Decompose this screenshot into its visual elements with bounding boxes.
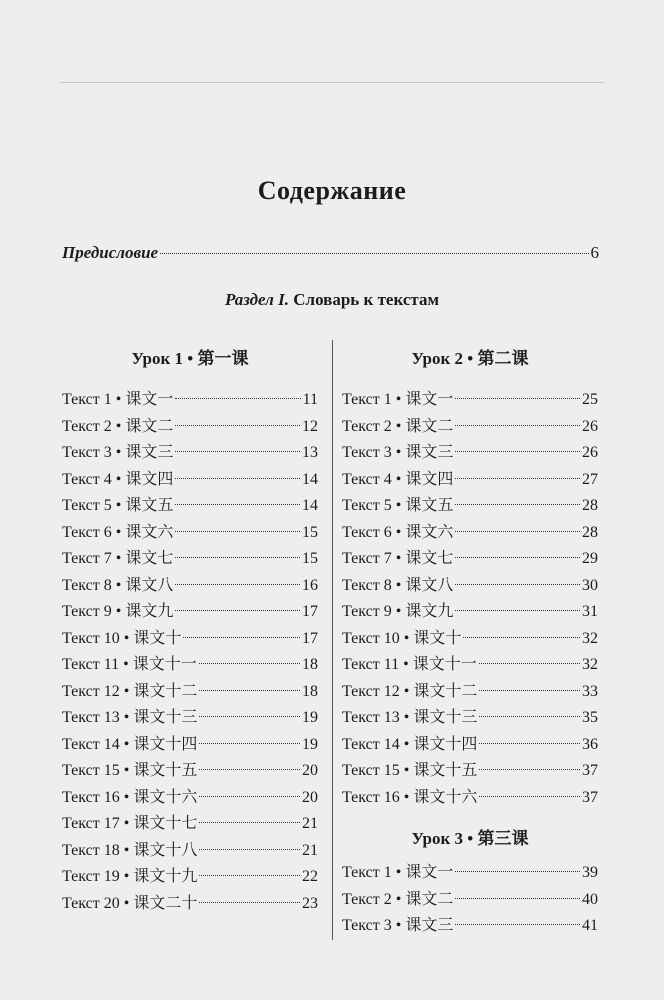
page-title: Содержание — [257, 176, 407, 205]
leader-dots — [199, 716, 300, 717]
toc-entry-page: 39 — [582, 864, 598, 881]
toc-entry — [62, 758, 318, 785]
leader-dots — [183, 637, 300, 638]
toc-entry-label: Текст 19 • 课文十九 — [62, 868, 198, 885]
toc-entry — [342, 493, 598, 520]
toc-entry — [342, 652, 598, 679]
leader-dots — [199, 743, 300, 744]
leader-dots — [455, 871, 580, 872]
toc-entry-label: Текст 1 • 课文一 — [62, 391, 174, 408]
leader-dots — [175, 557, 300, 558]
leader-dots — [455, 504, 580, 505]
toc-entry-page: 21 — [302, 815, 318, 832]
toc-entry-page: 41 — [582, 917, 598, 934]
toc-entry-label: Текст 10 • 课文十 — [342, 629, 462, 647]
toc-entry-label: Текст 13 • 课文十三 — [62, 709, 198, 726]
toc-entry — [342, 440, 598, 467]
toc-entry — [342, 705, 598, 732]
preface-entry — [62, 243, 599, 263]
toc-entry-label: Текст 14 • 课文十四 — [62, 735, 198, 753]
toc-entry-page: 19 — [302, 709, 318, 726]
toc-entry — [62, 387, 318, 414]
toc-entry-label: Текст 7 • 课文七 — [342, 550, 454, 567]
leader-dots — [479, 716, 580, 717]
toc-entry-page: 28 — [582, 497, 598, 514]
toc-entry-label: Текст 12 • 课文十二 — [62, 682, 198, 700]
toc-entry-page: 17 — [302, 629, 318, 647]
leader-dots — [455, 425, 580, 426]
toc-entry-page: 23 — [302, 894, 318, 912]
toc-entry-page: 19 — [302, 735, 318, 753]
toc-entry-page: 12 — [302, 417, 318, 435]
section-title: Словарь к текстам — [293, 290, 440, 309]
toc-entry — [342, 387, 598, 414]
toc-entry — [342, 626, 598, 653]
toc-entry-label: Текст 4 • 课文四 — [62, 470, 174, 488]
section-heading — [0, 290, 664, 310]
leader-dots — [463, 637, 580, 638]
toc-entry-label: Текст 17 • 课文十七 — [62, 815, 198, 832]
toc-entry-label: Текст 7 • 课文七 — [62, 550, 174, 567]
leader-dots — [479, 690, 580, 691]
leader-dots — [479, 663, 580, 664]
toc-entry-page: 32 — [582, 656, 598, 673]
toc-entry-page: 14 — [302, 470, 318, 488]
lesson-3-entries — [342, 860, 598, 940]
toc-entry-label: Текст 12 • 课文十二 — [342, 682, 478, 700]
toc-entry-label: Текст 5 • 课文五 — [342, 497, 454, 514]
toc-entry-page: 26 — [582, 417, 598, 435]
toc-entry — [62, 520, 318, 547]
toc-entry — [342, 758, 598, 785]
toc-entry-label: Текст 14 • 课文十四 — [342, 735, 478, 753]
preface-page: 6 — [590, 243, 599, 262]
toc-entry-page: 40 — [582, 890, 598, 908]
section-prefix: Раздел I. — [224, 290, 290, 309]
toc-entry — [62, 626, 318, 653]
leader-dots — [455, 557, 580, 558]
lesson-2-heading: Урок 2 • 第二课 — [411, 349, 529, 368]
toc-entry — [62, 546, 318, 573]
toc-entry-page: 37 — [582, 788, 598, 806]
toc-entry — [342, 546, 598, 573]
toc-entry-page: 28 — [582, 523, 598, 541]
leader-dots — [455, 478, 580, 479]
toc-entry-page: 30 — [582, 576, 598, 594]
leader-dots — [175, 584, 300, 585]
preface-label: Предисловие — [62, 243, 159, 262]
leader-dots — [479, 769, 580, 770]
toc-entry-label: Текст 15 • 课文十五 — [342, 762, 478, 779]
toc-entry-page: 21 — [302, 841, 318, 859]
toc-entry-label: Текст 4 • 课文四 — [342, 470, 454, 488]
leader-dots — [160, 253, 588, 254]
leader-dots — [455, 531, 580, 532]
toc-entry-page: 20 — [302, 762, 318, 779]
toc-entry-label: Текст 9 • 课文九 — [342, 603, 454, 620]
leader-dots — [175, 398, 300, 399]
toc-entry-page: 25 — [582, 391, 598, 408]
toc-entry-label: Текст 2 • 课文二 — [342, 890, 454, 908]
toc-entry-label: Текст 1 • 课文一 — [342, 391, 454, 408]
toc-entry — [62, 891, 318, 918]
toc-entry — [342, 887, 598, 914]
toc-entry-label: Текст 3 • 课文三 — [62, 444, 174, 461]
leader-dots — [199, 902, 300, 903]
toc-entry — [342, 520, 598, 547]
lesson-3-heading: Урок 3 • 第三课 — [411, 829, 529, 848]
toc-entry — [342, 860, 598, 887]
toc-entry-page: 33 — [582, 682, 598, 700]
leader-dots — [199, 690, 300, 691]
leader-dots — [175, 478, 300, 479]
toc-entry-label: Текст 11 • 课文十一 — [62, 656, 197, 673]
toc-entry — [342, 732, 598, 759]
leader-dots — [455, 584, 580, 585]
toc-entry-page: 11 — [302, 391, 318, 408]
leader-dots — [455, 610, 580, 611]
toc-entry-label: Текст 8 • 课文八 — [342, 576, 454, 594]
right-column — [342, 344, 598, 940]
toc-entry-label: Текст 16 • 课文十六 — [62, 788, 198, 806]
toc-entry-page: 29 — [582, 550, 598, 567]
toc-entry — [342, 913, 598, 940]
leader-dots — [479, 743, 580, 744]
toc-entry-page: 14 — [302, 497, 318, 514]
bleed-through-rule — [60, 82, 604, 83]
leader-dots — [175, 451, 300, 452]
toc-entry-page: 15 — [302, 550, 318, 567]
toc-entry-label: Текст 5 • 课文五 — [62, 497, 174, 514]
leader-dots — [455, 898, 580, 899]
leader-dots — [199, 849, 300, 850]
toc-entry — [62, 652, 318, 679]
leader-dots — [175, 531, 300, 532]
toc-entry — [62, 732, 318, 759]
toc-entry-page: 27 — [582, 470, 598, 488]
toc-entry — [62, 785, 318, 812]
toc-entry — [62, 599, 318, 626]
toc-entry-page: 26 — [582, 444, 598, 461]
toc-entry-label: Текст 18 • 课文十八 — [62, 841, 198, 859]
leader-dots — [199, 663, 300, 664]
toc-entry-page: 36 — [582, 735, 598, 753]
toc-entry-page: 32 — [582, 629, 598, 647]
toc-entry-label: Текст 20 • 课文二十 — [62, 894, 198, 912]
leader-dots — [175, 610, 300, 611]
toc-entry-label: Текст 6 • 课文六 — [62, 523, 174, 541]
toc-entry — [62, 811, 318, 838]
lesson-2-entries — [342, 387, 598, 811]
toc-entry — [62, 414, 318, 441]
leader-dots — [199, 796, 300, 797]
toc-entry — [62, 864, 318, 891]
toc-entry — [342, 573, 598, 600]
toc-entry-page: 31 — [582, 603, 598, 620]
toc-entry — [62, 440, 318, 467]
toc-entry — [342, 679, 598, 706]
toc-entry-label: Текст 2 • 课文二 — [342, 417, 454, 435]
toc-entry-page: 15 — [302, 523, 318, 541]
toc-entry-label: Текст 13 • 课文十三 — [342, 709, 478, 726]
lesson-1-entries — [62, 387, 318, 917]
toc-entry-page: 20 — [302, 788, 318, 806]
toc-entry — [62, 467, 318, 494]
leader-dots — [199, 875, 300, 876]
toc-entry-page: 16 — [302, 576, 318, 594]
toc-entry-label: Текст 3 • 课文三 — [342, 444, 454, 461]
toc-entry-page: 35 — [582, 709, 598, 726]
lesson-1-heading: Урок 1 • 第一课 — [131, 349, 249, 368]
toc-entry-label: Текст 3 • 课文三 — [342, 917, 454, 934]
toc-entry-label: Текст 6 • 课文六 — [342, 523, 454, 541]
toc-entry — [342, 599, 598, 626]
left-column — [62, 344, 318, 917]
toc-entry — [342, 785, 598, 812]
toc-entry — [62, 679, 318, 706]
toc-entry-label: Текст 9 • 课文九 — [62, 603, 174, 620]
leader-dots — [199, 822, 300, 823]
leader-dots — [199, 769, 300, 770]
column-divider — [332, 340, 333, 940]
leader-dots — [175, 504, 300, 505]
toc-entry-page: 17 — [302, 603, 318, 620]
leader-dots — [455, 398, 580, 399]
toc-entry — [62, 838, 318, 865]
toc-entry-label: Текст 1 • 课文一 — [342, 864, 454, 881]
toc-entry — [342, 414, 598, 441]
toc-entry-page: 18 — [302, 682, 318, 700]
toc-entry — [342, 467, 598, 494]
toc-entry — [62, 705, 318, 732]
toc-entry-label: Текст 2 • 课文二 — [62, 417, 174, 435]
toc-entry-page: 18 — [302, 656, 318, 673]
toc-entry-label: Текст 8 • 课文八 — [62, 576, 174, 594]
toc-entry-page: 37 — [582, 762, 598, 779]
toc-entry-page: 13 — [302, 444, 318, 461]
leader-dots — [455, 451, 580, 452]
leader-dots — [479, 796, 580, 797]
leader-dots — [175, 425, 300, 426]
toc-entry-label: Текст 10 • 课文十 — [62, 629, 182, 647]
toc-entry-label: Текст 16 • 课文十六 — [342, 788, 478, 806]
leader-dots — [455, 924, 580, 925]
toc-entry-label: Текст 15 • 课文十五 — [62, 762, 198, 779]
toc-entry-page: 22 — [302, 868, 318, 885]
toc-entry — [62, 573, 318, 600]
toc-entry — [62, 493, 318, 520]
toc-entry-label: Текст 11 • 课文十一 — [342, 656, 477, 673]
